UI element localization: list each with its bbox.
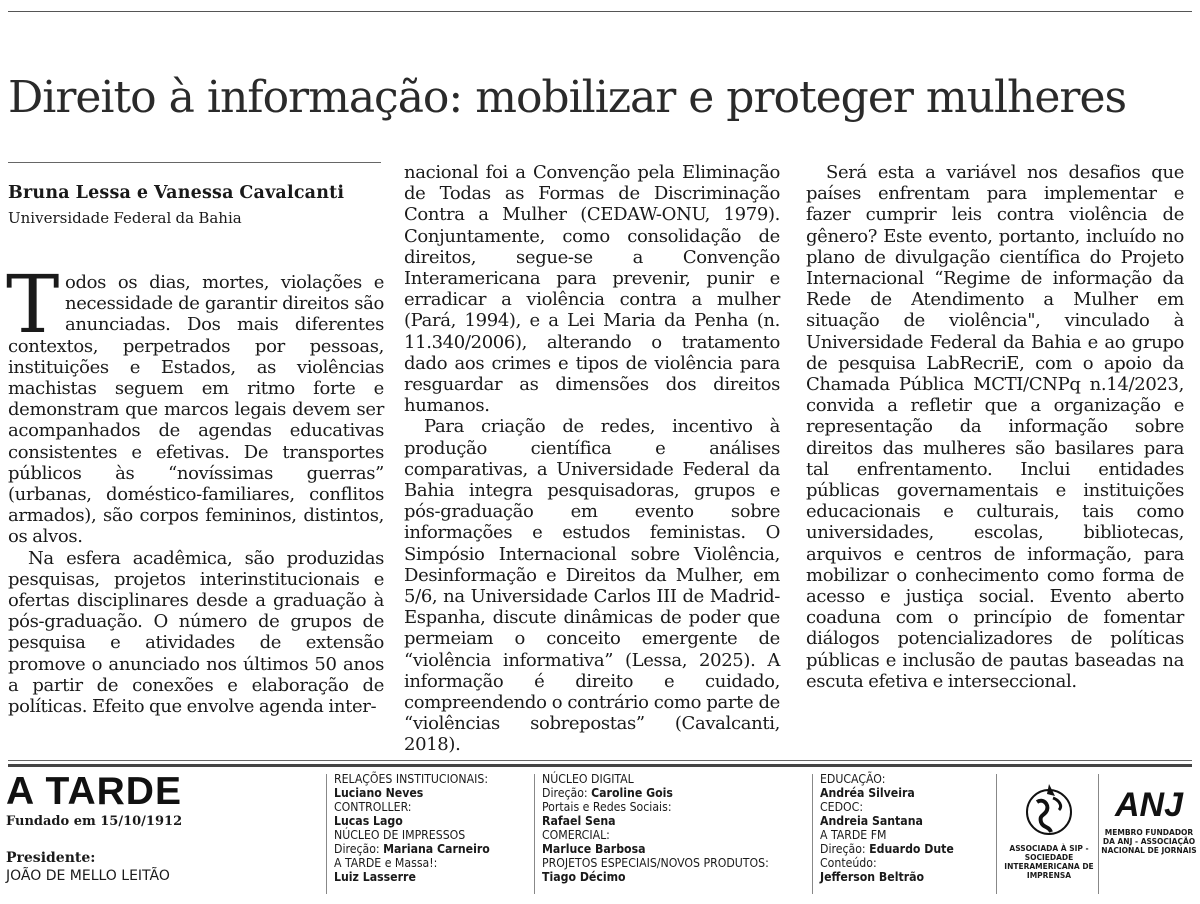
newspaper-logo: A TARDE [6, 770, 182, 813]
staff-name: Marluce Barbosa [542, 842, 646, 856]
staff-role: NÚCLEO DE IMPRESSOS [334, 828, 466, 842]
staff-name: Luiz Lasserre [334, 870, 416, 884]
sip-globe-icon [1019, 782, 1079, 838]
staff-column-b [542, 772, 769, 884]
headline: Direito à informação: mobilizar e proteger mulheres [8, 72, 1127, 123]
staff-column-a [334, 772, 490, 884]
paragraph-3: nacional foi a Convenção pela Eliminação de Todas as Formas de Discriminação Contra a Mulher (CEDAW-ONU, 1979). Conjuntamente, como consolidação de direitos, segue-se a Convenção Interamericana para prevenir, punir e erradicar a violência contra a mulher (Pará, 1994), e a Lei Maria da Penha (n. 11.340/2006), alterando o tratamento dado aos crimes e tipos de violência para resguardar as dimensões dos direitos humanos. [404, 162, 780, 417]
footer-divider [326, 774, 327, 894]
paragraph-1-text: odos os dias, mortes, violações e necessidade de garantir direitos são anunciadas. Dos mais diferentes contextos, perpetrados por pessoas, instituições e Estados, as violências machistas seguem em ritmo forte e demonstram que marcos legais devem ser acompanhados de agendas educativas consistentes e efetivas. De transportes públicos às “novíssimas guerras” (urbanas, doméstico-familiares, conflitos armados), são corpos femininos, distintos, os alvos. [8, 272, 384, 548]
footer-divider [996, 774, 997, 894]
top-rule [8, 11, 1192, 12]
paragraph-4: Para criação de redes, incentivo à produção científica e análises comparativas, a Universidade Federal da Bahia integra pesquisadoras, grupos e pós-graduação em evento sobre informações e estudos feministas. O Simpósio Internacional sobre Violência, Desinformação e Direitos da Mulher, em 5/6, na Universidade Carlos III de Madrid-Espanha, discute dinâmicas de poder que permeiam o conceito emergente de “violência informativa” (Lessa, 2025). A informação é direito e cuidado, compreendendo o contrário como parte de “violências sobrepostas” (Cavalcanti, 2018). [404, 416, 780, 756]
founded-date: Fundado em 15/10/1912 [6, 814, 183, 829]
paragraph-2: Na esfera acadêmica, são produzidas pesquisas, projetos interinstitucionais e ofertas disciplinares desde a graduação à pós-graduação. O número de grupos de pesquisa e atividades de extensão promove o anunciado nos últimos 50 anos a partir de conexões e elaboração de políticas. Efeito que envolve agenda inter- [8, 547, 384, 718]
footer-divider [534, 774, 535, 894]
column-1 [8, 162, 384, 717]
staff-role: CEDOC: [820, 800, 864, 814]
staff-role: Direção: [820, 842, 870, 856]
column-3 [806, 162, 1184, 692]
staff-role: RELAÇÕES INSTITUCIONAIS: [334, 772, 489, 786]
staff-role: Direção: [542, 786, 592, 800]
staff-entry [542, 786, 769, 800]
staff-name: Andreia Santana [820, 814, 923, 828]
paragraph-1 [6, 258, 384, 548]
staff-name: Tiago Décimo [542, 870, 626, 884]
staff-role: PROJETOS ESPECIAIS/NOVOS PRODUTOS: [542, 856, 769, 870]
anj-caption: MEMBRO FUNDADOR DA ANJ - ASSOCIAÇÃO NACIONAL DE JORNAIS [1101, 828, 1197, 855]
anj-badge [1100, 782, 1198, 855]
staff-role: Direção: [334, 842, 384, 856]
sip-caption: ASSOCIADA À SIP - SOCIEDADE INTERAMERICANA DE IMPRENSA [1004, 844, 1094, 880]
staff-entry [820, 842, 954, 856]
staff-role: EDUCAÇÃO: [820, 772, 886, 786]
staff-role: A TARDE FM [820, 828, 887, 842]
staff-role: Portais e Redes Sociais: [542, 800, 672, 814]
sip-badge [1000, 782, 1098, 880]
staff-entry [334, 842, 490, 856]
staff-role: A TARDE e Massa!: [334, 856, 438, 870]
footer-rule-thick [8, 764, 1192, 767]
staff-role: NÚCLEO DIGITAL [542, 772, 634, 786]
drop-cap: T [6, 258, 60, 351]
staff-name: Lucas Lago [334, 814, 403, 828]
staff-role: COMERCIAL: [542, 828, 610, 842]
anj-logo-text: ANJ [1114, 786, 1184, 822]
staff-role: CONTROLLER: [334, 800, 412, 814]
paragraph-5: Será esta a variável nos desafios que países enfrentam para implementar e fazer cumprir leis contra violência de gênero? Este evento, portanto, incluído no plano de divulgação científica do Projeto Internacional “Regime de informação da Rede de Atendimento a Mulher em situação de violência", vinculado à Universidade Federal da Bahia e ao grupo de pesquisa LabRecriE, com o apoio da Chamada Pública MCTI/CNPq n.14/2023, convida a refletir que a organização e representação da informação sobre direitos das mulheres são basilares para tal enfrentamento. Inclui entidades públicas governamentais e instituições educacionais e culturais, tais como universidades, escolas, bibliotecas, arquivos e centros de informação, para mobilizar o conhecimento como forma de acesso e justiça social. Evento aberto coaduna com o princípio de fomentar diálogos potencializadores de políticas públicas e inclusão de pautas baseadas na escuta efetiva e interseccional. [806, 162, 1184, 692]
president-label: Presidente: [6, 850, 96, 866]
staff-name: Andréa Silveira [820, 786, 915, 800]
staff-name: Jefferson Beltrão [820, 870, 925, 884]
column-2 [404, 162, 780, 756]
staff-name: Eduardo Dute [869, 842, 954, 856]
staff-name: Rafael Sena [542, 814, 616, 828]
staff-role: Conteúdo: [820, 856, 877, 870]
staff-column-c [820, 772, 954, 884]
authors: Bruna Lessa e Vanessa Cavalcanti [8, 183, 345, 203]
masthead-footer [0, 770, 1200, 904]
staff-name: Luciano Neves [334, 786, 424, 800]
byline-rule [8, 162, 381, 163]
footer-rule-thin [8, 760, 1192, 761]
anj-logo-icon [1102, 786, 1196, 822]
president-name: JOÃO DE MELLO LEITÃO [6, 868, 170, 884]
footer-divider [1098, 774, 1099, 894]
affiliation: Universidade Federal da Bahia [8, 209, 242, 227]
footer-divider [812, 774, 813, 894]
staff-name: Caroline Gois [591, 786, 673, 800]
staff-name: Mariana Carneiro [383, 842, 490, 856]
